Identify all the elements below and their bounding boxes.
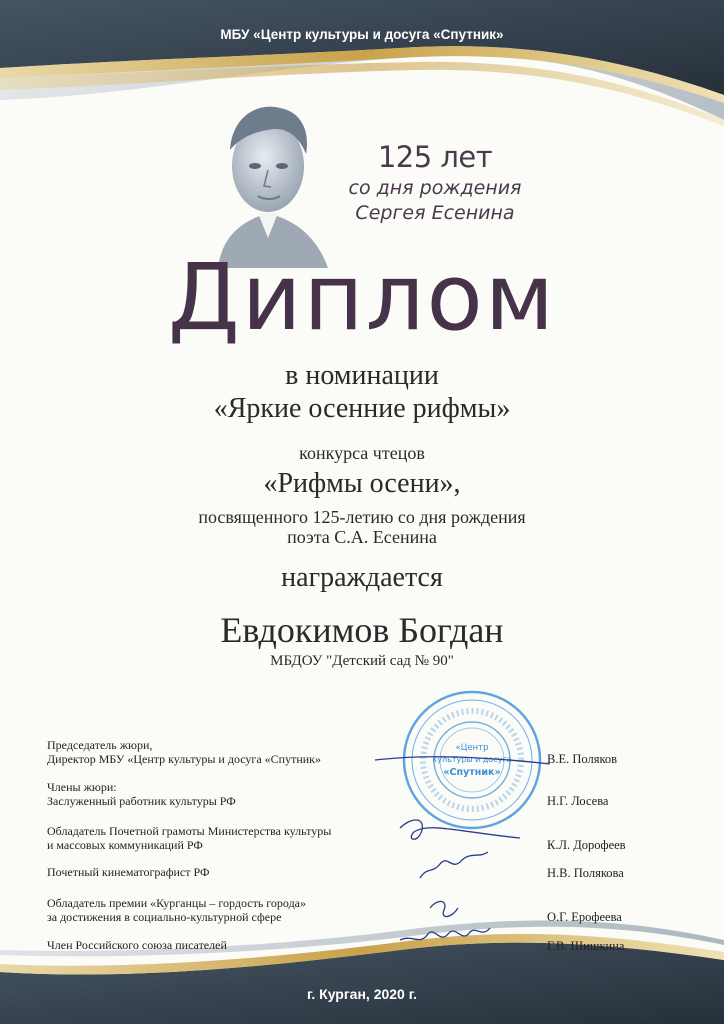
jury-title-1 xyxy=(47,739,607,766)
jury-title-6 xyxy=(47,939,607,953)
jury-title-line: Председатель жюри, xyxy=(47,738,153,752)
anniversary-line-2: со дня рождения xyxy=(348,177,522,199)
recipient-name: Евдокимов Богдан xyxy=(220,610,504,650)
jury-name-1: В.Е. Поляков xyxy=(547,752,618,766)
jury-title-line: Член Российского союза писателей xyxy=(47,938,227,952)
jury-title-3 xyxy=(47,825,607,852)
jury-title-line: за достижения в социально-культурной сфере xyxy=(47,909,282,924)
recipient-institution: МБДОУ "Детский сад № 90" xyxy=(270,653,454,669)
portrait-image xyxy=(198,88,338,268)
contest-name: «Рифмы осени», xyxy=(263,468,461,499)
jury-title-line: Заслуженный работник культуры РФ xyxy=(47,793,236,808)
jury-title-line: Директор МБУ «Центр культуры и досуга «Спутник» xyxy=(47,751,322,766)
awarded-label: награждается xyxy=(281,562,443,593)
jury-name-4: Н.В. Полякова xyxy=(547,866,624,880)
stamp-text-1: «Центр xyxy=(455,743,489,753)
jury-title-5 xyxy=(47,897,607,924)
jury-name-2: Н.Г. Лосева xyxy=(547,794,609,808)
jury-name-5: О.Г. Ерофеева xyxy=(547,910,622,924)
jury-name-3: К.Л. Дорофеев xyxy=(547,838,626,852)
jury-title-line: Почетный кинематографист РФ xyxy=(47,865,210,879)
nomination-prefix: в номинации xyxy=(285,360,439,391)
stamp-text-3: «Спутник» xyxy=(443,767,501,778)
dedication-line-1: посвященного 125-летию со дня рождения xyxy=(198,507,526,527)
stamp-text-2: культуры и досуга xyxy=(432,755,512,764)
footer-city-year: г. Курган, 2020 г. xyxy=(306,986,418,1002)
nomination-name: «Яркие осенние рифмы» xyxy=(213,393,511,424)
jury-title-4 xyxy=(47,866,607,880)
diploma-title: Диплом xyxy=(167,244,557,351)
dedication-line-2: поэта С.А. Есенина xyxy=(287,527,437,547)
jury-name-6: Г.В. Шишкина xyxy=(547,939,625,953)
jury-title-line: Обладатель премии «Курганцы – гордость города» xyxy=(47,896,307,910)
jury-title-2 xyxy=(47,781,607,808)
anniversary-line-3: Сергея Есенина xyxy=(355,202,515,224)
jury-title-line: Обладатель Почетной грамоты Министерства культуры xyxy=(47,824,332,838)
contest-prefix: конкурса чтецов xyxy=(299,443,425,463)
anniversary-line-1: 125 лет xyxy=(377,140,493,174)
organization-header: МБУ «Центр культуры и досуга «Спутник» xyxy=(220,27,504,42)
jury-title-line: Члены жюри: xyxy=(47,780,117,794)
jury-title-line: и массовых коммуникаций РФ xyxy=(47,837,203,852)
